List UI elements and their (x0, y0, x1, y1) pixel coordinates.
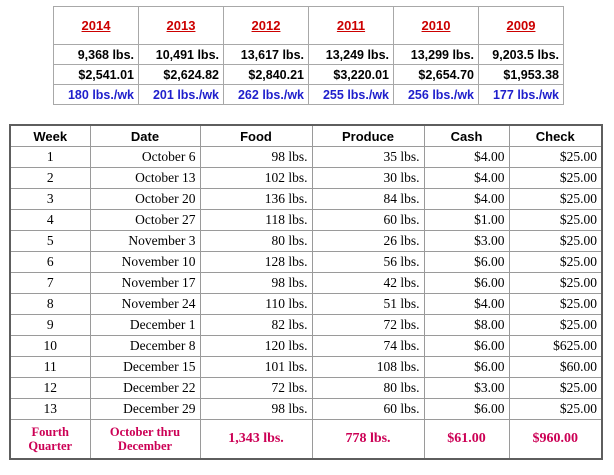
header-food: Food (200, 125, 312, 147)
check-cell: $25.00 (509, 378, 602, 399)
weekly-donations-table (9, 124, 603, 460)
week-cell: 4 (10, 210, 90, 231)
food-cell: 110 lbs. (200, 294, 312, 315)
check-cell: $25.00 (509, 189, 602, 210)
year-cell-2013[interactable]: 2013 (139, 7, 224, 45)
date-cell: November 3 (90, 231, 200, 252)
cash-cell: $3.00 (424, 231, 509, 252)
week-cell: 13 (10, 399, 90, 420)
table-row (10, 378, 602, 399)
quarter-check-total: $960.00 (509, 420, 602, 460)
food-cell: 98 lbs. (200, 147, 312, 168)
week-cell: 12 (10, 378, 90, 399)
total-cash-cell: $2,624.82 (139, 65, 224, 85)
date-cell: November 24 (90, 294, 200, 315)
produce-cell: 35 lbs. (312, 147, 424, 168)
check-cell: $25.00 (509, 294, 602, 315)
quarter-label: Fourth Quarter (10, 420, 90, 460)
week-cell: 8 (10, 294, 90, 315)
header-produce: Produce (312, 125, 424, 147)
table-row (10, 189, 602, 210)
check-cell: $25.00 (509, 210, 602, 231)
cash-cell: $4.00 (424, 294, 509, 315)
produce-cell: 26 lbs. (312, 231, 424, 252)
food-cell: 102 lbs. (200, 168, 312, 189)
cash-cell: $6.00 (424, 399, 509, 420)
week-cell: 3 (10, 189, 90, 210)
year-cell-2014[interactable]: 2014 (54, 7, 139, 45)
produce-cell: 108 lbs. (312, 357, 424, 378)
date-cell: October 6 (90, 147, 200, 168)
date-cell: December 8 (90, 336, 200, 357)
year-cell-2012[interactable]: 2012 (224, 7, 309, 45)
quarter-date-range: October thru December (90, 420, 200, 460)
food-cell: 101 lbs. (200, 357, 312, 378)
table-row (10, 147, 602, 168)
week-cell: 10 (10, 336, 90, 357)
check-cell: $25.00 (509, 147, 602, 168)
produce-cell: 72 lbs. (312, 315, 424, 336)
total-lbs-row (54, 45, 564, 65)
table-row (10, 315, 602, 336)
produce-cell: 80 lbs. (312, 378, 424, 399)
table-row (10, 273, 602, 294)
total-lbs-cell: 13,249 lbs. (309, 45, 394, 65)
header-row (10, 125, 602, 147)
food-cell: 98 lbs. (200, 399, 312, 420)
cash-cell: $4.00 (424, 168, 509, 189)
year-cell-2009[interactable]: 2009 (479, 7, 564, 45)
header-check: Check (509, 125, 602, 147)
table-row (10, 252, 602, 273)
yearly-summary-table (53, 6, 564, 105)
date-cell: October 13 (90, 168, 200, 189)
cash-cell: $8.00 (424, 315, 509, 336)
date-cell: October 20 (90, 189, 200, 210)
total-cash-cell: $2,840.21 (224, 65, 309, 85)
week-cell: 11 (10, 357, 90, 378)
weekly-average-cell: 177 lbs./wk (479, 85, 564, 105)
weekly-average-cell: 256 lbs./wk (394, 85, 479, 105)
weekly-average-cell: 201 lbs./wk (139, 85, 224, 105)
check-cell: $25.00 (509, 315, 602, 336)
produce-cell: 60 lbs. (312, 399, 424, 420)
date-cell: November 10 (90, 252, 200, 273)
food-cell: 98 lbs. (200, 273, 312, 294)
produce-cell: 42 lbs. (312, 273, 424, 294)
date-cell: December 1 (90, 315, 200, 336)
total-cash-cell: $2,654.70 (394, 65, 479, 85)
total-cash-cell: $3,220.01 (309, 65, 394, 85)
produce-cell: 51 lbs. (312, 294, 424, 315)
year-cell-2010[interactable]: 2010 (394, 7, 479, 45)
table-row (10, 210, 602, 231)
week-cell: 1 (10, 147, 90, 168)
check-cell: $25.00 (509, 273, 602, 294)
check-cell: $25.00 (509, 252, 602, 273)
weekly-average-row (54, 85, 564, 105)
week-cell: 6 (10, 252, 90, 273)
cash-cell: $6.00 (424, 273, 509, 294)
total-cash-cell: $1,953.38 (479, 65, 564, 85)
cash-cell: $4.00 (424, 147, 509, 168)
quarter-total-row (10, 420, 602, 460)
year-cell-2011[interactable]: 2011 (309, 7, 394, 45)
date-cell: October 27 (90, 210, 200, 231)
food-cell: 128 lbs. (200, 252, 312, 273)
week-cell: 5 (10, 231, 90, 252)
check-cell: $25.00 (509, 231, 602, 252)
food-cell: 82 lbs. (200, 315, 312, 336)
quarter-food-total: 1,343 lbs. (200, 420, 312, 460)
week-cell: 2 (10, 168, 90, 189)
date-cell: December 15 (90, 357, 200, 378)
weekly-average-cell: 262 lbs./wk (224, 85, 309, 105)
header-date: Date (90, 125, 200, 147)
header-week: Week (10, 125, 90, 147)
cash-cell: $3.00 (424, 378, 509, 399)
cash-cell: $6.00 (424, 357, 509, 378)
weekly-average-cell: 180 lbs./wk (54, 85, 139, 105)
table-row (10, 399, 602, 420)
cash-cell: $4.00 (424, 189, 509, 210)
produce-cell: 60 lbs. (312, 210, 424, 231)
total-lbs-cell: 9,368 lbs. (54, 45, 139, 65)
produce-cell: 84 lbs. (312, 189, 424, 210)
food-cell: 80 lbs. (200, 231, 312, 252)
food-cell: 72 lbs. (200, 378, 312, 399)
week-cell: 7 (10, 273, 90, 294)
cash-cell: $6.00 (424, 252, 509, 273)
date-cell: December 29 (90, 399, 200, 420)
total-cash-cell: $2,541.01 (54, 65, 139, 85)
table-row (10, 294, 602, 315)
cash-cell: $1.00 (424, 210, 509, 231)
year-row (54, 7, 564, 45)
table-row (10, 168, 602, 189)
date-cell: December 22 (90, 378, 200, 399)
table-row (10, 336, 602, 357)
food-cell: 136 lbs. (200, 189, 312, 210)
total-lbs-cell: 9,203.5 lbs. (479, 45, 564, 65)
total-lbs-cell: 10,491 lbs. (139, 45, 224, 65)
check-cell: $60.00 (509, 357, 602, 378)
produce-cell: 74 lbs. (312, 336, 424, 357)
food-cell: 118 lbs. (200, 210, 312, 231)
date-cell: November 17 (90, 273, 200, 294)
total-cash-row (54, 65, 564, 85)
quarter-produce-total: 778 lbs. (312, 420, 424, 460)
check-cell: $625.00 (509, 336, 602, 357)
header-cash: Cash (424, 125, 509, 147)
week-cell: 9 (10, 315, 90, 336)
table-row (10, 231, 602, 252)
check-cell: $25.00 (509, 168, 602, 189)
total-lbs-cell: 13,299 lbs. (394, 45, 479, 65)
cash-cell: $6.00 (424, 336, 509, 357)
produce-cell: 56 lbs. (312, 252, 424, 273)
quarter-cash-total: $61.00 (424, 420, 509, 460)
table-row (10, 357, 602, 378)
produce-cell: 30 lbs. (312, 168, 424, 189)
weekly-average-cell: 255 lbs./wk (309, 85, 394, 105)
total-lbs-cell: 13,617 lbs. (224, 45, 309, 65)
check-cell: $25.00 (509, 399, 602, 420)
food-cell: 120 lbs. (200, 336, 312, 357)
